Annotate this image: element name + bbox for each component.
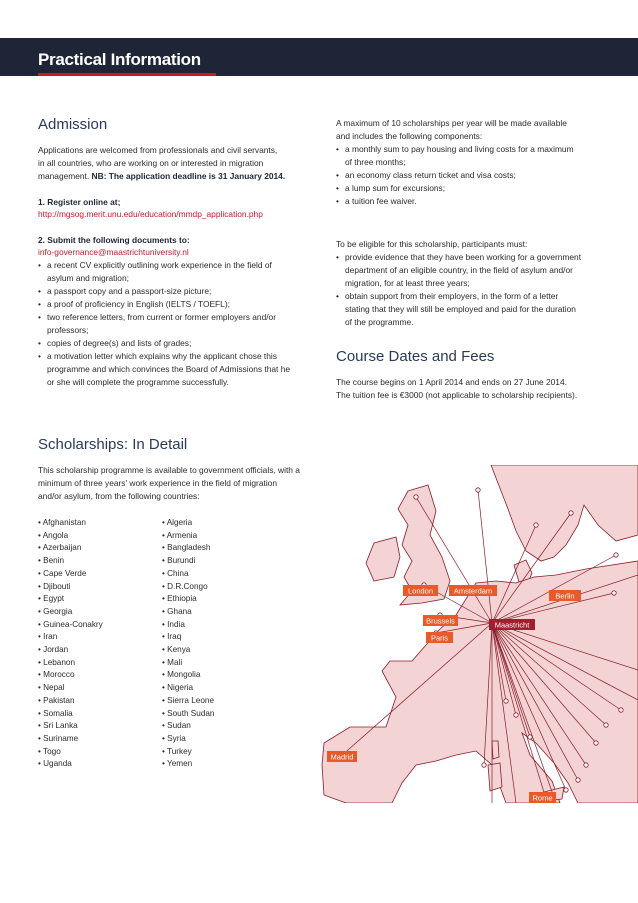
- country-item: • Morocco: [38, 670, 75, 680]
- course-fee: The tuition fee is €3000 (not applicable to scholarship recipients).: [336, 390, 578, 400]
- country-item: • Pakistan: [38, 695, 75, 705]
- terms-intro: A maximum of 10 scholarships per year will be made available and includes the following components:: [336, 118, 567, 141]
- country-item: • Nepal: [38, 683, 65, 693]
- country-item: • Togo: [38, 746, 61, 756]
- svg-text:Madrid: Madrid: [330, 752, 354, 762]
- country-item: • Benin: [38, 556, 65, 566]
- city-label-berlin: [549, 590, 581, 601]
- country-item: • Georgia: [38, 606, 73, 616]
- list-item: • copies of degree(s) and lists of grades;: [38, 337, 296, 350]
- country-item: • Sudan: [162, 721, 191, 731]
- svg-text:London: London: [407, 586, 434, 596]
- country-item: • Ethiopia: [162, 594, 197, 604]
- route-endpoint: [482, 763, 486, 767]
- step1-title: 1. Register online at;: [38, 197, 121, 207]
- page-title: Practical Information: [38, 50, 201, 69]
- svg-text:Rome: Rome: [532, 793, 553, 803]
- route-endpoint: [528, 735, 532, 739]
- list-item: • obtain support from their employers, in the form of a letter stating that they will still be employed and paid for the duration of the programme.: [336, 290, 582, 329]
- city-label-madrid: [327, 751, 357, 762]
- country-item: • Djibouti: [38, 581, 71, 591]
- country-item: • Jordan: [38, 645, 69, 655]
- city-label-maastricht: [489, 619, 535, 630]
- country-item: • Turkey: [162, 746, 192, 756]
- list-item: • an economy class return ticket and visa costs;: [336, 169, 582, 182]
- map-land-sardinia: [488, 763, 502, 791]
- country-item: • China: [162, 568, 189, 578]
- country-item: • D.R.Congo: [162, 581, 208, 591]
- country-item: • Syria: [162, 733, 186, 743]
- route-endpoint: [569, 511, 573, 515]
- list-item: • a lump sum for excursions;: [336, 182, 582, 195]
- title-underline: [38, 73, 216, 76]
- list-item: • a recent CV explicitly outlining work experience in the field of asylum and migration;: [38, 259, 296, 285]
- route-endpoint: [594, 741, 598, 745]
- list-item: • two reference letters, from current or former employers and/or professors;: [38, 311, 296, 337]
- route-endpoint: [414, 495, 418, 499]
- admission-intro: [38, 144, 300, 183]
- scholarship-terms: [336, 117, 582, 208]
- route-endpoint: [514, 713, 518, 717]
- country-item: • Egypt: [38, 594, 65, 604]
- country-item: • Afghanistan: [38, 518, 86, 527]
- admission-intro-line: management.: [38, 171, 90, 181]
- course-dates: The course begins on 1 April 2014 and ends on 27 June 2014.: [336, 377, 567, 387]
- country-item: • Yemen: [162, 759, 193, 769]
- svg-text:Maastricht: Maastricht: [494, 620, 530, 630]
- country-item: • Nigeria: [162, 683, 194, 693]
- route-endpoint: [476, 488, 480, 492]
- list-item: • provide evidence that they have been working for a government department of an eligible country, in the field of asylum and/or migration, for at least three years;: [336, 251, 582, 290]
- country-item: • Burundi: [162, 556, 196, 566]
- route-endpoint: [584, 763, 588, 767]
- country-item: • Cape Verde: [38, 568, 87, 578]
- svg-text:Paris: Paris: [430, 633, 449, 643]
- admission-intro-line: in all countries, who are working on or interested in migration: [38, 158, 264, 168]
- countries-left-column: [38, 517, 103, 771]
- list-item: • a proof of proficiency in English (IELTS / TOEFL);: [38, 298, 296, 311]
- countries-right-column: [162, 517, 215, 771]
- city-label-paris: [426, 632, 453, 643]
- eligibility: [336, 238, 582, 329]
- city-label-amsterdam: [449, 585, 497, 596]
- application-link[interactable]: http://mgsog.merit.unu.edu/education/mmdp_application.php: [38, 209, 263, 219]
- country-item: • Iraq: [162, 632, 182, 642]
- country-item: • Iran: [38, 632, 58, 642]
- country-item: • Armenia: [162, 530, 198, 540]
- step2-title: 2. Submit the following documents to:: [38, 235, 190, 245]
- map-land-corsica: [492, 741, 499, 759]
- route-endpoint: [612, 591, 616, 595]
- country-item: • Angola: [38, 530, 69, 540]
- list-item: • a passport copy and a passport-size picture;: [38, 285, 296, 298]
- route-endpoint: [614, 553, 618, 557]
- list-item: • a monthly sum to pay housing and living costs for a maximum of three months;: [336, 143, 582, 169]
- country-item: • Guinea-Conakry: [38, 619, 103, 629]
- eligibility-intro: To be eligible for this scholarship, participants must:: [336, 239, 528, 249]
- country-item: • Kenya: [162, 645, 191, 655]
- country-item: • Lebanon: [38, 657, 76, 667]
- europe-map: [316, 465, 638, 803]
- course-heading: Course Dates and Fees: [336, 348, 495, 365]
- deadline-note: NB: The application deadline is 31 January 2014.: [91, 171, 286, 181]
- city-label-london: [403, 585, 438, 596]
- country-item: • Bangladesh: [162, 543, 211, 553]
- svg-text:Berlin: Berlin: [555, 591, 575, 601]
- list-item: • a tuition fee waiver.: [336, 195, 582, 208]
- country-item: • Azerbaijan: [38, 543, 82, 553]
- list-item: • a motivation letter which explains why the applicant chose this programme and which convinces the Board of Admissions that he or she will complete the programme successfully.: [38, 350, 296, 389]
- route-endpoint: [576, 778, 580, 782]
- country-item: • Sri Lanka: [38, 721, 78, 731]
- country-item: • Mali: [162, 657, 183, 667]
- scholarships-heading: Scholarships: In Detail: [38, 436, 188, 453]
- svg-text:Brussels: Brussels: [426, 616, 455, 626]
- documents-list: [38, 259, 296, 389]
- country-item: • Suriname: [38, 733, 79, 743]
- admission-intro-line: Applications are welcomed from professionals and civil servants,: [38, 145, 278, 155]
- country-item: • Algeria: [162, 518, 193, 527]
- country-item: • South Sudan: [162, 708, 215, 718]
- route-endpoint: [604, 723, 608, 727]
- course-text: [336, 376, 582, 402]
- svg-text:Amsterdam: Amsterdam: [453, 586, 493, 596]
- country-item: • Somalia: [38, 708, 73, 718]
- city-label-brussels: [423, 615, 458, 626]
- submission-email-link[interactable]: info-governance@maastrichtuniversity.nl: [38, 247, 189, 257]
- route-endpoint: [564, 788, 568, 792]
- scholarships-intro: This scholarship programme is available to government officials, with a minimum of three years' work experience in the field of migration and/or asylum, from the following countries:: [38, 465, 300, 501]
- route-endpoint: [619, 708, 623, 712]
- route-endpoint: [534, 523, 538, 527]
- country-item: • Uganda: [38, 759, 72, 769]
- country-item: • Sierra Leone: [162, 695, 215, 705]
- country-item: • India: [162, 619, 185, 629]
- country-item: • Ghana: [162, 606, 192, 616]
- city-label-rome: [529, 792, 556, 803]
- country-item: • Mongolia: [162, 670, 201, 680]
- route-endpoint: [504, 699, 508, 703]
- admission-heading: Admission: [38, 116, 108, 133]
